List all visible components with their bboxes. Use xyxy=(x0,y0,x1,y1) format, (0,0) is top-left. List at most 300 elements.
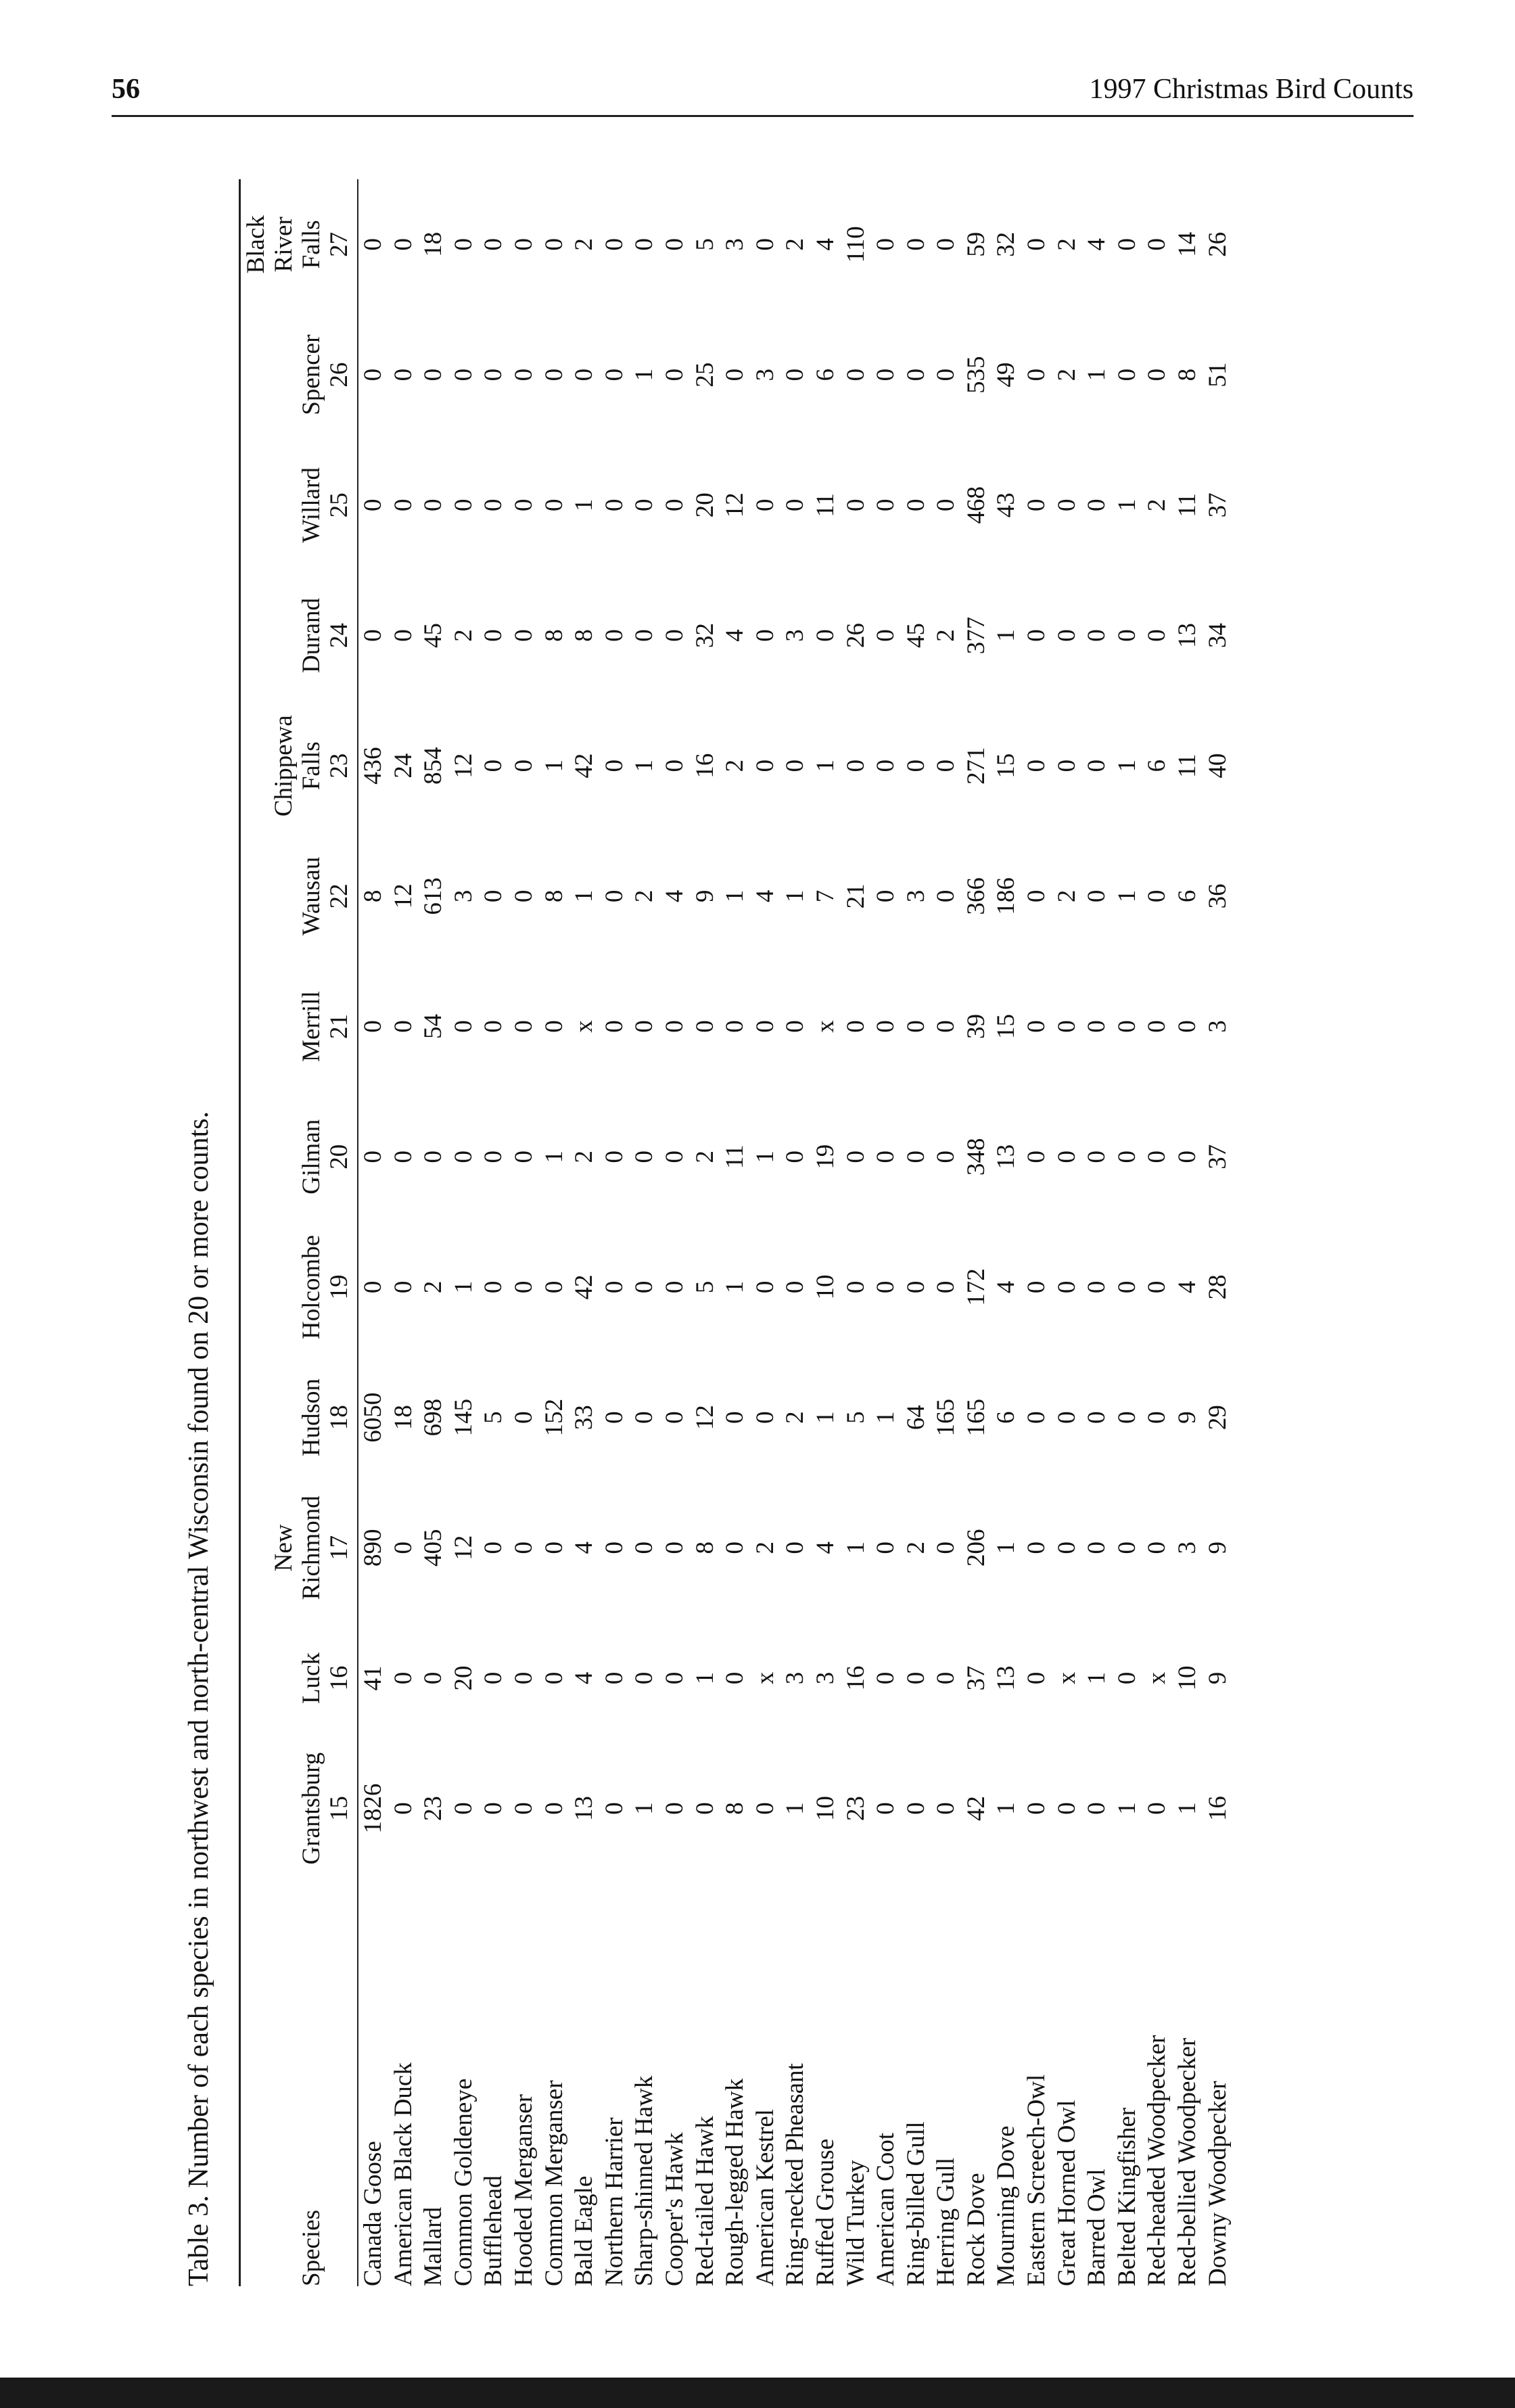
table-row xyxy=(600,179,630,2286)
count-cell: 0 xyxy=(751,1411,779,1424)
count-cell: 12 xyxy=(449,753,477,779)
count-cell: 0 xyxy=(841,759,870,772)
species-name: Eastern Screech-Owl xyxy=(1023,2074,1051,2286)
count-cell: 3 xyxy=(781,1671,810,1685)
count-cell: 0 xyxy=(1023,1542,1051,1554)
count-cell: 0 xyxy=(902,499,930,512)
column-name-line xyxy=(242,1352,270,1483)
count-cell: 0 xyxy=(751,1020,779,1033)
count-cell: 0 xyxy=(600,629,628,642)
column-name-line xyxy=(270,1352,298,1483)
count-cell: 0 xyxy=(841,1150,870,1163)
count-cell: 0 xyxy=(389,1802,417,1815)
count-cell: 23 xyxy=(841,1796,870,1822)
count-cell: 0 xyxy=(872,1802,900,1815)
column-name-line xyxy=(270,310,298,440)
count-cell: 4 xyxy=(721,629,749,642)
count-cell: 1 xyxy=(751,1150,779,1163)
count-cell: 0 xyxy=(1113,1411,1141,1424)
count-cell: 0 xyxy=(932,759,960,772)
count-cell: 0 xyxy=(1023,629,1051,642)
count-cell: 34 xyxy=(1203,622,1232,648)
count-cell: 0 xyxy=(389,1542,417,1554)
running-title: 1997 Christmas Bird Counts xyxy=(1089,74,1414,105)
count-cell: 0 xyxy=(419,1671,448,1685)
species-name: Common Merganser xyxy=(540,2080,568,2286)
count-cell: 0 xyxy=(630,1280,659,1294)
count-cell: 0 xyxy=(1113,238,1141,251)
count-cell: 0 xyxy=(389,1150,417,1163)
count-cell: 0 xyxy=(932,499,960,512)
count-cell: 0 xyxy=(1023,368,1051,381)
count-cell: 6 xyxy=(1143,759,1171,772)
count-column-header xyxy=(240,440,358,570)
count-cell: 0 xyxy=(1023,1671,1051,1685)
count-cell: 8 xyxy=(359,889,387,903)
count-cell: 0 xyxy=(660,1280,689,1294)
count-cell: 0 xyxy=(359,368,387,381)
count-cell: 0 xyxy=(1143,1802,1171,1815)
count-cell: 0 xyxy=(509,1150,538,1163)
count-cell: 1 xyxy=(691,1671,719,1685)
column-name-line: Luck xyxy=(298,1652,325,1704)
count-cell: 1 xyxy=(992,629,1021,642)
count-cell: 0 xyxy=(1083,629,1111,642)
column-name-line xyxy=(270,1222,298,1353)
count-cell: 4 xyxy=(660,889,689,903)
count-cell: 0 xyxy=(600,368,628,381)
count-cell: 2 xyxy=(570,1150,599,1163)
table-row xyxy=(449,179,480,2286)
species-name: Red-tailed Hawk xyxy=(691,2116,719,2286)
count-cell: 0 xyxy=(1113,1542,1141,1554)
count-cell: 2 xyxy=(902,1542,930,1554)
count-column-header xyxy=(240,1092,358,1222)
count-cell: 0 xyxy=(359,1150,387,1163)
count-cell: 0 xyxy=(902,368,930,381)
count-cell: 3 xyxy=(721,238,749,251)
species-name: Bald Eagle xyxy=(570,2175,599,2286)
count-cell: 0 xyxy=(1023,1150,1051,1163)
count-cell: 0 xyxy=(480,889,508,903)
count-cell: 0 xyxy=(660,1150,689,1163)
count-cell: 0 xyxy=(389,629,417,642)
count-cell: 0 xyxy=(1083,1280,1111,1294)
count-cell: 0 xyxy=(902,1280,930,1294)
count-cell: 3 xyxy=(751,368,779,381)
count-cell: 11 xyxy=(811,492,839,517)
species-name: Downy Woodpecker xyxy=(1203,2081,1232,2286)
table-row xyxy=(509,179,540,2286)
count-cell: 15 xyxy=(992,753,1021,779)
count-cell: 11 xyxy=(1173,754,1202,778)
count-cell: 26 xyxy=(1203,231,1232,257)
count-cell: 0 xyxy=(389,499,417,512)
table-row xyxy=(962,179,992,2286)
count-cell: 0 xyxy=(872,1020,900,1033)
count-cell: 0 xyxy=(600,759,628,772)
table-row xyxy=(841,179,872,2286)
count-cell: 13 xyxy=(992,1665,1021,1691)
table-row xyxy=(358,179,389,2286)
count-cell: 165 xyxy=(932,1398,960,1437)
count-cell: 0 xyxy=(1083,1150,1111,1163)
count-cell: 4 xyxy=(570,1671,599,1685)
column-name-line xyxy=(242,961,270,1092)
table-row xyxy=(660,179,691,2286)
count-cell: 1 xyxy=(1173,1802,1202,1815)
count-cell: 0 xyxy=(872,889,900,903)
count-cell: 0 xyxy=(721,1671,749,1685)
count-cell: 5 xyxy=(480,1411,508,1424)
count-cell: x xyxy=(811,1020,839,1033)
count-cell: 0 xyxy=(721,1020,749,1033)
count-cell: x xyxy=(570,1020,599,1033)
count-cell: 0 xyxy=(600,1671,628,1685)
count-cell: 0 xyxy=(1023,1802,1051,1815)
count-cell: 26 xyxy=(841,622,870,648)
count-cell: 2 xyxy=(419,1280,448,1294)
count-cell: 0 xyxy=(480,1020,508,1033)
count-cell: 1 xyxy=(721,1280,749,1294)
count-cell: 3 xyxy=(1203,1020,1232,1033)
count-cell: 0 xyxy=(389,1280,417,1294)
count-cell: 0 xyxy=(932,1542,960,1554)
count-cell: 8 xyxy=(540,889,568,903)
count-cell: 0 xyxy=(480,238,508,251)
count-cell: 613 xyxy=(419,877,448,915)
count-cell: 20 xyxy=(449,1665,477,1691)
count-cell: 6 xyxy=(811,368,839,381)
table-caption: Table 3. Number of each species in northwest and north-central Wisconsin found on 20 or more counts. xyxy=(183,1111,214,2286)
count-cell: 0 xyxy=(630,1542,659,1554)
count-column-header xyxy=(240,1352,358,1483)
count-cell: 0 xyxy=(480,499,508,512)
count-cell: 0 xyxy=(691,1020,719,1033)
count-cell: 366 xyxy=(962,877,990,915)
count-cell: 10 xyxy=(811,1274,839,1300)
count-cell: 0 xyxy=(902,1671,930,1685)
count-cell: 45 xyxy=(419,622,448,648)
count-cell: 2 xyxy=(781,238,810,251)
count-cell: 0 xyxy=(600,1150,628,1163)
count-cell: 1 xyxy=(992,1542,1021,1554)
count-cell: 0 xyxy=(872,759,900,772)
column-name-line xyxy=(242,440,270,570)
count-cell: 0 xyxy=(419,368,448,381)
table-row xyxy=(811,179,841,2286)
count-column-header xyxy=(240,1613,358,1744)
count-cell: 0 xyxy=(932,1020,960,1033)
count-cell: 0 xyxy=(359,1280,387,1294)
count-cell: 698 xyxy=(419,1398,448,1437)
count-cell: 0 xyxy=(781,759,810,772)
count-cell: 0 xyxy=(389,368,417,381)
count-cell: 1 xyxy=(630,368,659,381)
count-cell: 1 xyxy=(811,1411,839,1424)
count-cell: 0 xyxy=(509,759,538,772)
count-cell: 0 xyxy=(509,499,538,512)
count-cell: 0 xyxy=(449,238,477,251)
species-name: American Coot xyxy=(872,2132,900,2286)
species-name: Ring-billed Gull xyxy=(902,2121,930,2286)
count-cell: 6050 xyxy=(359,1392,387,1443)
count-cell: 0 xyxy=(570,368,599,381)
count-cell: 0 xyxy=(1052,759,1081,772)
count-cell: 0 xyxy=(389,238,417,251)
count-cell: 0 xyxy=(781,1280,810,1294)
count-cell: 0 xyxy=(721,1411,749,1424)
species-name: Northern Harrier xyxy=(600,2117,628,2286)
count-cell: 0 xyxy=(1083,1542,1111,1554)
count-cell: 1826 xyxy=(359,1783,387,1834)
table-row xyxy=(902,179,932,2286)
count-cell: 29 xyxy=(1203,1405,1232,1431)
count-cell: 0 xyxy=(660,499,689,512)
column-name-line xyxy=(270,961,298,1092)
species-name: Herring Gull xyxy=(932,2157,960,2286)
count-cell: 0 xyxy=(600,499,628,512)
count-cell: 5 xyxy=(841,1411,870,1424)
table-row xyxy=(479,179,509,2286)
count-cell: 37 xyxy=(962,1665,990,1691)
count-cell: 890 xyxy=(359,1529,387,1567)
count-cell: 0 xyxy=(932,238,960,251)
count-cell: 59 xyxy=(962,231,990,257)
count-cell: 0 xyxy=(630,629,659,642)
count-cell: 0 xyxy=(630,1411,659,1424)
count-column-header xyxy=(240,1483,358,1613)
count-cell: 25 xyxy=(691,362,719,388)
table-row xyxy=(1113,179,1143,2286)
count-cell: 2 xyxy=(932,629,960,642)
count-cell: 4 xyxy=(811,1542,839,1554)
count-cell: 0 xyxy=(872,1542,900,1554)
count-cell: 19 xyxy=(811,1144,839,1170)
count-cell: 0 xyxy=(902,759,930,772)
count-cell: 0 xyxy=(480,759,508,772)
count-cell: 64 xyxy=(902,1405,930,1431)
count-column-header xyxy=(240,701,358,831)
count-cell: 51 xyxy=(1203,362,1232,388)
count-cell: 468 xyxy=(962,486,990,524)
count-cell: 14 xyxy=(1173,231,1202,257)
count-cell: 0 xyxy=(449,1802,477,1815)
count-cell: 0 xyxy=(1113,1020,1141,1033)
count-cell: 0 xyxy=(630,238,659,251)
table-row xyxy=(569,179,600,2286)
count-cell: 12 xyxy=(449,1535,477,1560)
count-cell: 0 xyxy=(902,1020,930,1033)
column-name-line xyxy=(242,701,270,831)
count-cell: 1 xyxy=(1113,889,1141,903)
count-cell: 24 xyxy=(389,753,417,779)
count-cell: 348 xyxy=(962,1138,990,1176)
count-cell: 854 xyxy=(419,747,448,785)
count-cell: 8 xyxy=(1173,368,1202,381)
count-cell: 535 xyxy=(962,356,990,394)
count-column-header xyxy=(240,570,358,701)
count-cell: 0 xyxy=(630,499,659,512)
count-cell: 0 xyxy=(660,759,689,772)
count-cell: 0 xyxy=(1052,1020,1081,1033)
species-name: Ruffed Grouse xyxy=(811,2138,839,2286)
count-cell: 0 xyxy=(509,1542,538,1554)
column-name-line: Hudson xyxy=(298,1379,325,1457)
count-cell: 20 xyxy=(691,492,719,518)
count-cell: 0 xyxy=(540,1802,568,1815)
count-cell: 0 xyxy=(1173,1020,1202,1033)
count-cell: 0 xyxy=(359,499,387,512)
count-cell: 0 xyxy=(751,238,779,251)
count-cell: 42 xyxy=(962,1796,990,1822)
count-cell: 1 xyxy=(570,499,599,512)
count-cell: 2 xyxy=(721,759,749,772)
count-cell: 0 xyxy=(359,1020,387,1033)
table-row xyxy=(1142,179,1173,2286)
column-number: 18 xyxy=(325,1405,353,1431)
count-cell: 0 xyxy=(1052,1150,1081,1163)
count-cell: 0 xyxy=(841,1280,870,1294)
page-header xyxy=(112,68,1414,117)
column-name-line: Merrill xyxy=(298,991,325,1062)
count-cell: 0 xyxy=(1023,889,1051,903)
count-cell: 0 xyxy=(781,499,810,512)
species-name: Cooper's Hawk xyxy=(660,2132,689,2286)
count-cell: 0 xyxy=(540,1020,568,1033)
column-name-line xyxy=(242,1613,270,1744)
column-number: 24 xyxy=(325,622,353,648)
table-row xyxy=(720,179,751,2286)
count-cell: 0 xyxy=(932,1150,960,1163)
column-number: 17 xyxy=(325,1535,353,1560)
species-name: Bufflehead xyxy=(480,2175,508,2286)
count-cell: 0 xyxy=(509,889,538,903)
count-cell: 9 xyxy=(1203,1671,1232,1685)
count-cell: 186 xyxy=(992,877,1021,915)
count-cell: 0 xyxy=(1113,368,1141,381)
column-name-line: Black xyxy=(242,215,270,274)
column-name-line xyxy=(242,831,270,962)
column-number: 20 xyxy=(325,1144,353,1170)
species-name: Ring-necked Pheasant xyxy=(781,2063,810,2286)
count-cell: 0 xyxy=(1173,1150,1202,1163)
table-row xyxy=(871,179,902,2286)
count-cell: 0 xyxy=(509,629,538,642)
count-cell: 4 xyxy=(751,889,779,903)
count-cell: 32 xyxy=(691,622,719,648)
species-name: Red-headed Woodpecker xyxy=(1143,2035,1171,2286)
count-cell: 5 xyxy=(691,238,719,251)
count-cell: 0 xyxy=(660,368,689,381)
count-cell: 0 xyxy=(781,1020,810,1033)
column-number: 26 xyxy=(325,362,353,388)
count-cell: 2 xyxy=(691,1150,719,1163)
column-number: 23 xyxy=(325,753,353,779)
count-cell: 18 xyxy=(419,231,448,257)
count-cell: 0 xyxy=(781,368,810,381)
count-cell: 42 xyxy=(570,1274,599,1300)
count-cell: 16 xyxy=(1203,1796,1232,1822)
count-cell: 0 xyxy=(1023,499,1051,512)
count-cell: 6 xyxy=(992,1411,1021,1424)
column-number: 21 xyxy=(325,1014,353,1040)
count-cell: 0 xyxy=(751,629,779,642)
count-cell: 36 xyxy=(1203,883,1232,909)
count-cell: 0 xyxy=(1143,1411,1171,1424)
count-cell: 15 xyxy=(992,1014,1021,1040)
count-cell: 54 xyxy=(419,1014,448,1040)
count-cell: 0 xyxy=(811,629,839,642)
count-cell: 0 xyxy=(540,499,568,512)
count-cell: 8 xyxy=(721,1802,749,1815)
count-cell: 0 xyxy=(902,238,930,251)
count-cell: 37 xyxy=(1203,1144,1232,1170)
count-cell: 0 xyxy=(359,629,387,642)
count-cell: 1 xyxy=(992,1802,1021,1815)
count-cell: 33 xyxy=(570,1405,599,1431)
table-row xyxy=(780,179,811,2286)
count-cell: 11 xyxy=(1173,492,1202,517)
count-cell: 13 xyxy=(570,1796,599,1822)
count-cell: 0 xyxy=(660,1020,689,1033)
count-cell: 7 xyxy=(811,889,839,903)
count-cell: 0 xyxy=(872,499,900,512)
count-cell: 0 xyxy=(1052,1802,1081,1815)
count-cell: 0 xyxy=(1113,1280,1141,1294)
count-cell: 37 xyxy=(1203,492,1232,518)
count-cell: 0 xyxy=(1143,238,1171,251)
count-cell: 45 xyxy=(902,622,930,648)
count-cell: 1 xyxy=(811,759,839,772)
count-cell: 12 xyxy=(721,492,749,518)
count-cell: 0 xyxy=(480,1671,508,1685)
table-row xyxy=(1082,179,1113,2286)
count-cell: 0 xyxy=(932,1280,960,1294)
table-row xyxy=(931,179,962,2286)
count-cell: 0 xyxy=(1143,1280,1171,1294)
count-cell: 0 xyxy=(540,1671,568,1685)
count-cell: 271 xyxy=(962,747,990,785)
count-cell: 0 xyxy=(781,1542,810,1554)
count-cell: 0 xyxy=(1113,1150,1141,1163)
species-name: Mallard xyxy=(419,2206,448,2286)
count-cell: 18 xyxy=(389,1405,417,1431)
count-cell: 0 xyxy=(1083,1802,1111,1815)
count-cell: 0 xyxy=(600,1280,628,1294)
count-cell: 0 xyxy=(480,1280,508,1294)
table-header-row xyxy=(240,179,358,2286)
table-row xyxy=(1203,179,1234,2286)
count-cell: 0 xyxy=(660,1802,689,1815)
count-cell: 0 xyxy=(389,1020,417,1033)
count-cell: 0 xyxy=(721,368,749,381)
count-cell: 0 xyxy=(449,499,477,512)
column-number: 19 xyxy=(325,1274,353,1300)
count-cell: 0 xyxy=(902,1802,930,1815)
count-cell: 4 xyxy=(570,1542,599,1554)
count-cell: 8 xyxy=(570,629,599,642)
count-cell: 23 xyxy=(419,1796,448,1822)
count-cell: 0 xyxy=(419,499,448,512)
count-cell: 13 xyxy=(992,1144,1021,1170)
count-cell: 1 xyxy=(1083,368,1111,381)
count-cell: 1 xyxy=(872,1411,900,1424)
scan-edge-band xyxy=(0,2378,1515,2408)
count-cell: 0 xyxy=(660,1411,689,1424)
count-cell: 0 xyxy=(841,499,870,512)
count-cell: 0 xyxy=(600,238,628,251)
